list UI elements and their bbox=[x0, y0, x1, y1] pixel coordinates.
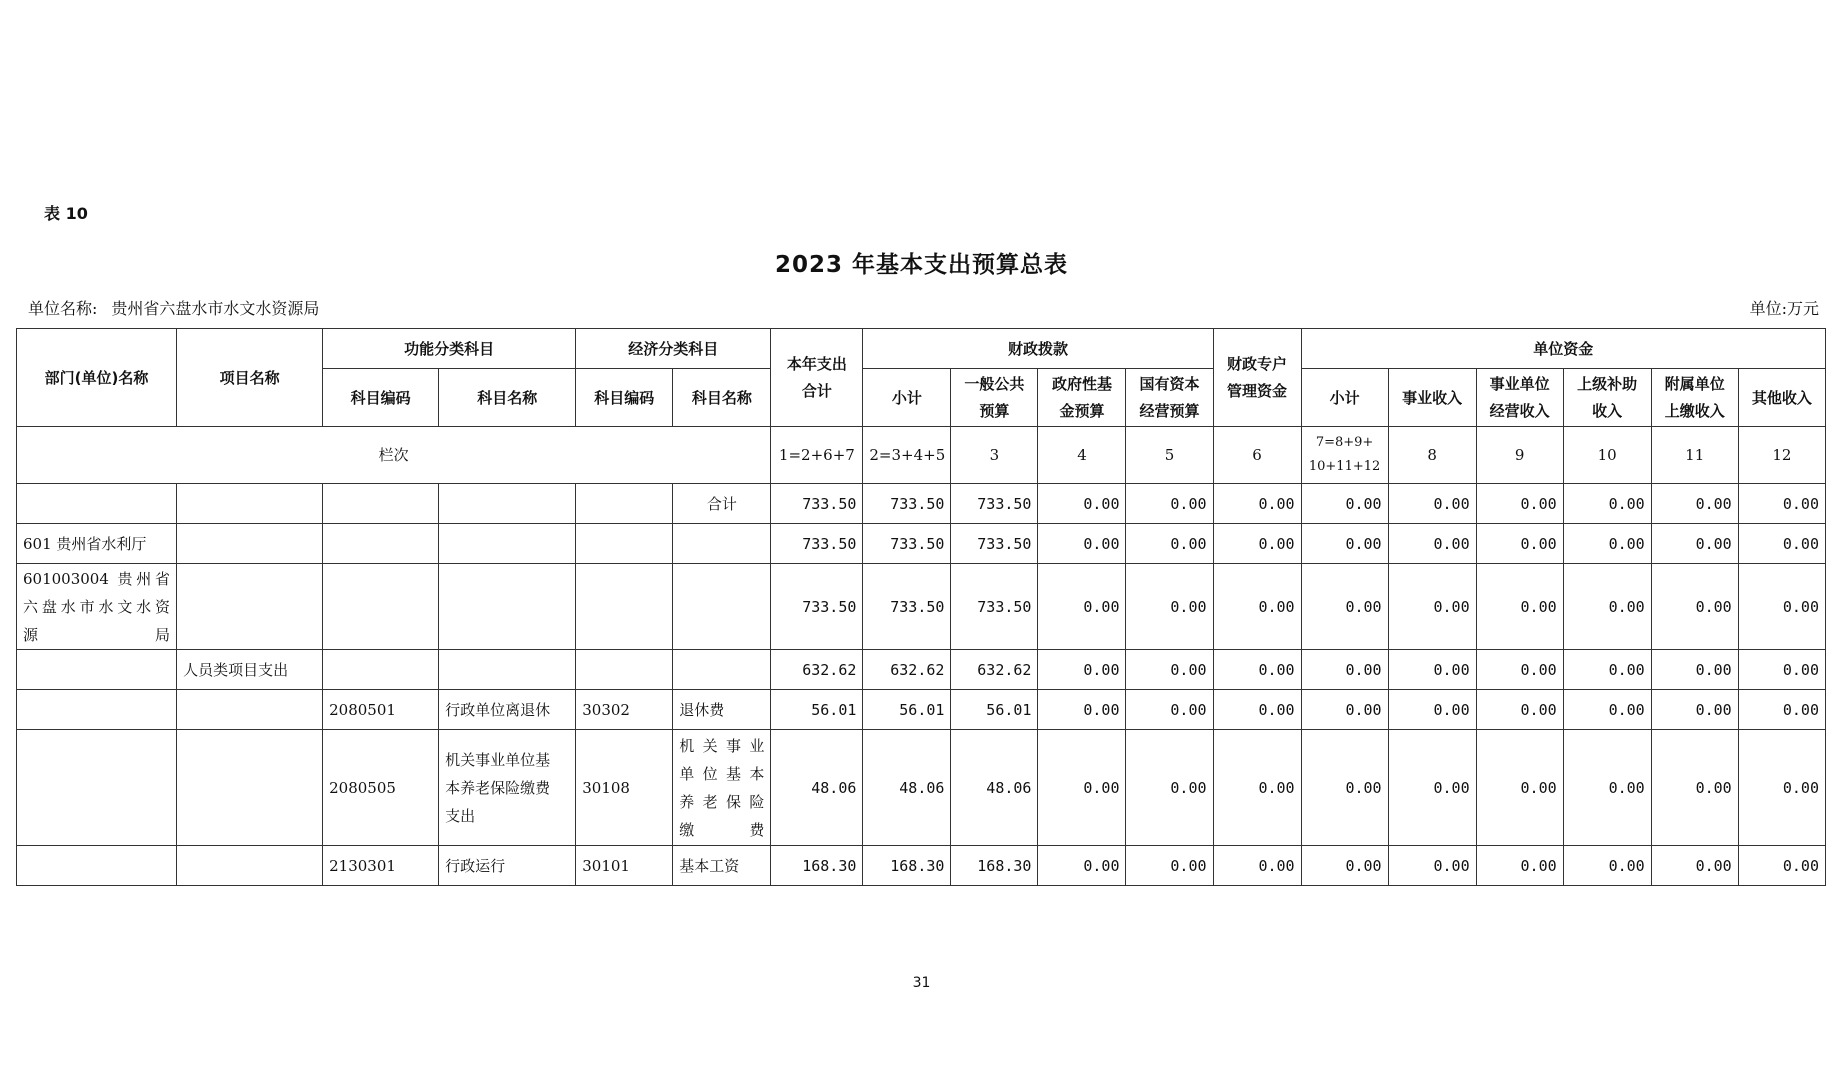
cell-amount: 0.00 bbox=[1038, 650, 1126, 690]
cell-amount: 48.06 bbox=[951, 730, 1038, 846]
index-col-1: 1=2+6+7 bbox=[771, 427, 863, 484]
cell-func-name bbox=[439, 564, 576, 650]
header-total: 本年支出 合计 bbox=[771, 329, 863, 427]
cell-econ-code: 30108 bbox=[576, 730, 673, 846]
cell-amount: 0.00 bbox=[1476, 564, 1563, 650]
cell-amount: 0.00 bbox=[1563, 650, 1651, 690]
cell-econ-name: 合计 bbox=[673, 484, 771, 524]
cell-amount: 733.50 bbox=[771, 564, 863, 650]
unit-name-value: 贵州省六盘水市水文水资源局 bbox=[111, 299, 320, 318]
cell-amount: 733.50 bbox=[863, 524, 951, 564]
cell-amount: 0.00 bbox=[1388, 484, 1476, 524]
cell-func-name bbox=[439, 650, 576, 690]
cell-amount: 733.50 bbox=[863, 564, 951, 650]
header-unit-group: 单位资金 bbox=[1301, 329, 1825, 369]
header-general-budget: 一般公共 预算 bbox=[951, 369, 1038, 427]
cell-amount: 0.00 bbox=[1301, 484, 1388, 524]
table-body bbox=[17, 484, 1826, 886]
cell-amount: 0.00 bbox=[1301, 524, 1388, 564]
cell-amount: 0.00 bbox=[1388, 846, 1476, 886]
index-col-11: 11 bbox=[1651, 427, 1738, 484]
cell-amount: 0.00 bbox=[1563, 484, 1651, 524]
cell-amount: 0.00 bbox=[1126, 690, 1213, 730]
cell-dept-name bbox=[17, 846, 177, 886]
index-col-3: 3 bbox=[951, 427, 1038, 484]
cell-amount: 0.00 bbox=[1476, 484, 1563, 524]
cell-func-name: 机关事业单位基 本养老保险缴费 支出 bbox=[439, 730, 576, 846]
cell-dept-name bbox=[17, 484, 177, 524]
header-econ-group: 经济分类科目 bbox=[576, 329, 771, 369]
cell-dept-name bbox=[17, 650, 177, 690]
cell-project-name bbox=[177, 484, 323, 524]
cell-dept-name bbox=[17, 690, 177, 730]
table-row bbox=[17, 650, 1826, 690]
index-col-7: 7=8+9+ 10+11+12 bbox=[1301, 427, 1388, 484]
cell-amount: 733.50 bbox=[951, 484, 1038, 524]
cell-project-name bbox=[177, 846, 323, 886]
cell-amount: 0.00 bbox=[1038, 730, 1126, 846]
cell-amount: 632.62 bbox=[863, 650, 951, 690]
cell-amount: 0.00 bbox=[1563, 846, 1651, 886]
cell-econ-code bbox=[576, 484, 673, 524]
cell-amount: 0.00 bbox=[1213, 484, 1301, 524]
cell-amount: 632.62 bbox=[951, 650, 1038, 690]
cell-amount: 56.01 bbox=[863, 690, 951, 730]
cell-econ-code bbox=[576, 564, 673, 650]
cell-amount: 0.00 bbox=[1738, 846, 1825, 886]
cell-amount: 0.00 bbox=[1476, 846, 1563, 886]
cell-dept-name bbox=[17, 730, 177, 846]
cell-amount: 0.00 bbox=[1388, 650, 1476, 690]
cell-amount: 0.00 bbox=[1651, 690, 1738, 730]
cell-project-name bbox=[177, 730, 323, 846]
header-business-income: 事业单位 经营收入 bbox=[1476, 369, 1563, 427]
table-row bbox=[17, 524, 1826, 564]
cell-amount: 168.30 bbox=[863, 846, 951, 886]
cell-amount: 0.00 bbox=[1738, 524, 1825, 564]
cell-amount: 733.50 bbox=[771, 524, 863, 564]
cell-econ-name: 退休费 bbox=[673, 690, 771, 730]
unit-name-label: 单位名称: bbox=[28, 299, 98, 318]
cell-amount: 0.00 bbox=[1126, 730, 1213, 846]
cell-amount: 0.00 bbox=[1476, 690, 1563, 730]
cell-econ-code bbox=[576, 650, 673, 690]
index-col-6: 6 bbox=[1213, 427, 1301, 484]
cell-func-name bbox=[439, 484, 576, 524]
cell-project-name bbox=[177, 524, 323, 564]
cell-amount: 0.00 bbox=[1301, 564, 1388, 650]
cell-amount: 48.06 bbox=[863, 730, 951, 846]
cell-project-name: 人员类项目支出 bbox=[177, 650, 323, 690]
cell-func-name bbox=[439, 524, 576, 564]
header-state-capital-budget: 国有资本 经营预算 bbox=[1126, 369, 1213, 427]
cell-econ-name: 基本工资 bbox=[673, 846, 771, 886]
cell-func-name: 行政单位离退休 bbox=[439, 690, 576, 730]
cell-amount: 0.00 bbox=[1563, 690, 1651, 730]
cell-amount: 0.00 bbox=[1388, 524, 1476, 564]
header-unit-subtotal: 小计 bbox=[1301, 369, 1388, 427]
cell-amount: 0.00 bbox=[1301, 846, 1388, 886]
header-project-name: 项目名称 bbox=[177, 329, 323, 427]
cell-amount: 0.00 bbox=[1651, 484, 1738, 524]
cell-amount: 0.00 bbox=[1738, 484, 1825, 524]
table-row bbox=[17, 730, 1826, 846]
header-func-group: 功能分类科目 bbox=[323, 329, 576, 369]
cell-amount: 733.50 bbox=[951, 564, 1038, 650]
cell-func-code bbox=[323, 564, 439, 650]
cell-func-code: 2080501 bbox=[323, 690, 439, 730]
cell-func-name: 行政运行 bbox=[439, 846, 576, 886]
header-career-income: 事业收入 bbox=[1388, 369, 1476, 427]
page-number: 31 bbox=[912, 975, 931, 991]
cell-amount: 0.00 bbox=[1301, 730, 1388, 846]
cell-amount: 0.00 bbox=[1476, 730, 1563, 846]
cell-project-name bbox=[177, 564, 323, 650]
index-col-2: 2=3+4+5 bbox=[863, 427, 951, 484]
table-row bbox=[17, 484, 1826, 524]
header-dept-name: 部门(单位)名称 bbox=[17, 329, 177, 427]
header-affiliate-income: 附属单位 上缴收入 bbox=[1651, 369, 1738, 427]
cell-amount: 0.00 bbox=[1388, 690, 1476, 730]
cell-amount: 0.00 bbox=[1738, 650, 1825, 690]
cell-amount: 733.50 bbox=[771, 484, 863, 524]
cell-amount: 56.01 bbox=[771, 690, 863, 730]
cell-amount: 0.00 bbox=[1301, 690, 1388, 730]
cell-amount: 0.00 bbox=[1213, 730, 1301, 846]
cell-amount: 48.06 bbox=[771, 730, 863, 846]
cell-amount: 0.00 bbox=[1213, 690, 1301, 730]
cell-amount: 733.50 bbox=[863, 484, 951, 524]
cell-econ-name bbox=[673, 524, 771, 564]
cell-econ-name bbox=[673, 650, 771, 690]
cell-amount: 0.00 bbox=[1038, 484, 1126, 524]
cell-amount: 0.00 bbox=[1038, 564, 1126, 650]
cell-amount: 0.00 bbox=[1738, 730, 1825, 846]
cell-amount: 0.00 bbox=[1476, 524, 1563, 564]
header-other-income: 其他收入 bbox=[1738, 369, 1825, 427]
cell-amount: 0.00 bbox=[1651, 650, 1738, 690]
cell-amount: 0.00 bbox=[1388, 730, 1476, 846]
table-number: 表 10 bbox=[44, 204, 88, 223]
cell-amount: 0.00 bbox=[1651, 524, 1738, 564]
cell-econ-code: 30101 bbox=[576, 846, 673, 886]
header-econ-code: 科目编码 bbox=[576, 369, 673, 427]
cell-amount: 0.00 bbox=[1738, 690, 1825, 730]
page-title: 2023 年基本支出预算总表 bbox=[774, 252, 1069, 278]
cell-econ-code: 30302 bbox=[576, 690, 673, 730]
cell-amount: 0.00 bbox=[1126, 650, 1213, 690]
header-func-name: 科目名称 bbox=[439, 369, 576, 427]
cell-amount: 0.00 bbox=[1126, 524, 1213, 564]
cell-func-code bbox=[323, 524, 439, 564]
table-row bbox=[17, 846, 1826, 886]
header-subsidy-income: 上级补助 收入 bbox=[1563, 369, 1651, 427]
cell-dept-name: 601 贵州省水利厅 bbox=[17, 524, 177, 564]
cell-econ-code bbox=[576, 524, 673, 564]
header-special-account: 财政专户 管理资金 bbox=[1213, 329, 1301, 427]
cell-amount: 0.00 bbox=[1563, 524, 1651, 564]
cell-amount: 0.00 bbox=[1038, 846, 1126, 886]
cell-amount: 0.00 bbox=[1213, 650, 1301, 690]
cell-amount: 0.00 bbox=[1126, 484, 1213, 524]
cell-amount: 0.00 bbox=[1651, 730, 1738, 846]
index-col-9: 9 bbox=[1476, 427, 1563, 484]
cell-amount: 0.00 bbox=[1563, 730, 1651, 846]
header-fiscal-subtotal: 小计 bbox=[863, 369, 951, 427]
cell-amount: 733.50 bbox=[951, 524, 1038, 564]
table-row bbox=[17, 690, 1826, 730]
header-fiscal-group: 财政拨款 bbox=[863, 329, 1213, 369]
cell-amount: 632.62 bbox=[771, 650, 863, 690]
cell-amount: 0.00 bbox=[1476, 650, 1563, 690]
cell-amount: 0.00 bbox=[1038, 690, 1126, 730]
cell-amount: 0.00 bbox=[1738, 564, 1825, 650]
budget-table bbox=[16, 328, 1826, 886]
header-gov-fund-budget: 政府性基 金预算 bbox=[1038, 369, 1126, 427]
cell-amount: 56.01 bbox=[951, 690, 1038, 730]
cell-econ-name bbox=[673, 564, 771, 650]
cell-amount: 0.00 bbox=[1651, 846, 1738, 886]
index-col-5: 5 bbox=[1126, 427, 1213, 484]
table-row bbox=[17, 564, 1826, 650]
index-label: 栏次 bbox=[17, 427, 771, 484]
cell-func-code bbox=[323, 484, 439, 524]
cell-amount: 0.00 bbox=[1213, 524, 1301, 564]
cell-econ-name: 机关事业 单位基本 养老保险 缴费 bbox=[673, 730, 771, 846]
cell-amount: 0.00 bbox=[1301, 650, 1388, 690]
cell-project-name bbox=[177, 690, 323, 730]
index-col-10: 10 bbox=[1563, 427, 1651, 484]
unit-name bbox=[28, 296, 319, 319]
cell-amount: 0.00 bbox=[1563, 564, 1651, 650]
cell-func-code: 2130301 bbox=[323, 846, 439, 886]
cell-amount: 0.00 bbox=[1038, 524, 1126, 564]
cell-amount: 0.00 bbox=[1126, 564, 1213, 650]
index-col-12: 12 bbox=[1738, 427, 1825, 484]
index-col-4: 4 bbox=[1038, 427, 1126, 484]
currency-unit: 单位:万元 bbox=[1749, 299, 1819, 318]
cell-amount: 0.00 bbox=[1213, 846, 1301, 886]
cell-amount: 0.00 bbox=[1126, 846, 1213, 886]
cell-func-code: 2080505 bbox=[323, 730, 439, 846]
cell-amount: 0.00 bbox=[1651, 564, 1738, 650]
cell-func-code bbox=[323, 650, 439, 690]
header-func-code: 科目编码 bbox=[323, 369, 439, 427]
cell-amount: 0.00 bbox=[1388, 564, 1476, 650]
cell-dept-name: 601003004 贵州省 六盘水市水文水资 源局 bbox=[17, 564, 177, 650]
cell-amount: 0.00 bbox=[1213, 564, 1301, 650]
header-econ-name: 科目名称 bbox=[673, 369, 771, 427]
index-col-8: 8 bbox=[1388, 427, 1476, 484]
cell-amount: 168.30 bbox=[951, 846, 1038, 886]
cell-amount: 168.30 bbox=[771, 846, 863, 886]
